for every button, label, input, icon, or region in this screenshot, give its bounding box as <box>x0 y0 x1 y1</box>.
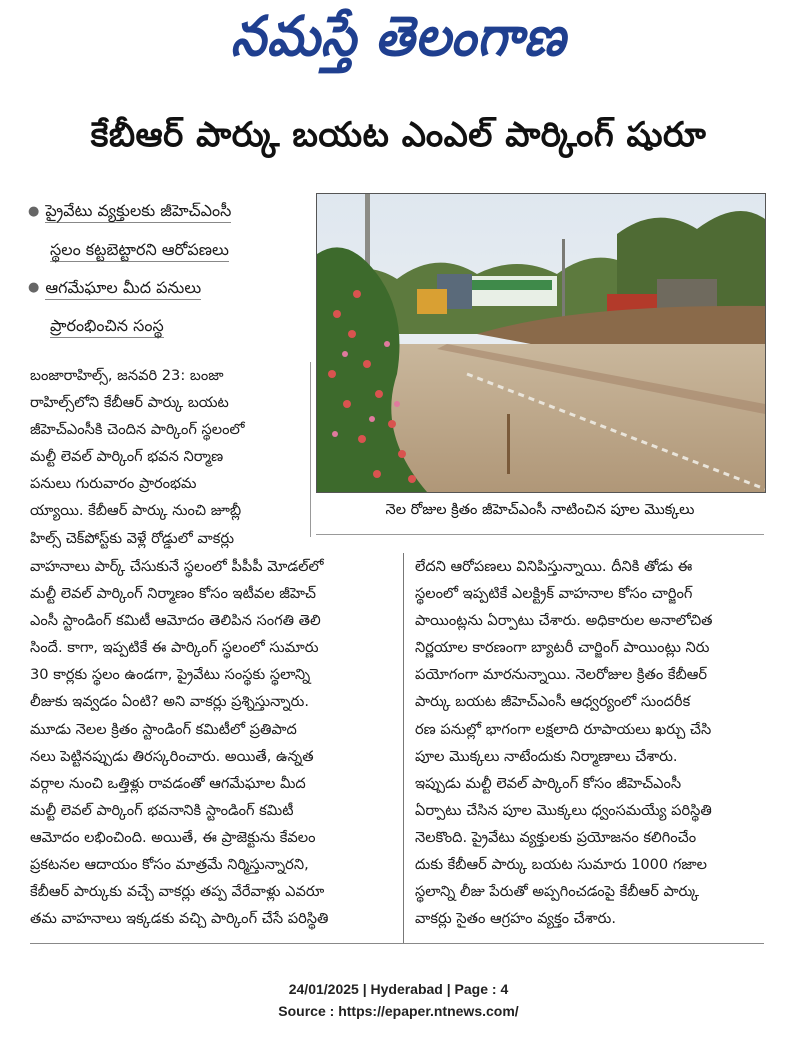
article-column-left <box>30 553 394 932</box>
text-line: దుకు కేబీఆర్ పార్కు బయట సుమారు 1000 గజాల <box>415 856 707 874</box>
text-line: జీహెచ్ఎంసీకి చెందిన పార్కింగ్ స్థలంలో <box>30 421 245 439</box>
text-line: ప్రకటనల ఆదాయం కోసం మాత్రమే నిర్మిస్తున్నారని, <box>30 856 309 874</box>
park-road-photo <box>317 194 765 492</box>
bullet-item-continued <box>28 231 308 269</box>
text-line: ఇప్పుడు మల్టీ లెవల్ పార్కింగ్ కోసం జీహెచ్ఎంసీ <box>415 774 682 792</box>
text-line: లేదని ఆరోపణలు వినిపిస్తున్నాయి. దీనికి తోడు ఈ <box>415 558 693 575</box>
text-line: కేబీఆర్ పార్కుకు వచ్చే వాకర్లు తప్ప వేరేవాళ్లు ఎవరూ <box>30 883 325 901</box>
text-line: నెలకొంది. ప్రైవేటు వ్యక్తులకు ప్రయోజనం కలిగించేం <box>415 828 697 846</box>
article-headline: కేబీఆర్ పార్కు బయట ఎంఎల్ పార్కింగ్ షురూ <box>90 115 707 155</box>
text-line: వాహనాలు పార్క్ చేసుకునే స్థలంలో పీపీపీ మోడల్‌లో <box>30 558 324 575</box>
text-line: వాకర్లు సైతం ఆగ్రహం వ్యక్తం చేశారు. <box>415 910 616 928</box>
text-line: మల్టీ లెవల్ పార్కింగ్ భవన నిర్మాణ <box>30 448 224 466</box>
article-photo <box>316 193 766 493</box>
text-line: హిల్స్ చెక్‌పోస్ట్‌కు వెళ్లే రోడ్డులో వాకర్లు <box>30 529 235 547</box>
text-line: స్థలంలో ఇప్పటికే ఎలక్ట్రిక్ వాహనాల కోసం చార్జింగ్ <box>415 585 693 603</box>
masthead <box>0 4 797 78</box>
column-divider <box>403 553 404 943</box>
bullet-text: స్థలం కట్టబెట్టారని ఆరోపణలు <box>50 240 229 262</box>
text-line: సిందే. కాగా, ఇప్పటికే ఈ పార్కింగ్ స్థలంలో సుమారు <box>30 639 319 657</box>
text-line: స్థలాన్ని లీజు పేరుతో అప్పగించడంపై కేబీఆర్ పార్కు <box>415 883 700 901</box>
article-column-top-left <box>30 362 306 552</box>
text-line: రణ పనుల్లో భాగంగా లక్షలాది రూపాయలు ఖర్చు చేసి <box>415 720 712 738</box>
bullet-text: ఆగమేఘాల మీద పనులు <box>45 278 201 300</box>
bullet-item-continued <box>28 307 308 345</box>
text-line: నలు పెట్టినప్పుడు తిరస్కరించారు. అయితే, ఉన్నత <box>30 747 314 765</box>
text-line: బంజారాహిల్స్, జనవరి 23: బంజా <box>30 367 224 384</box>
bullet-item <box>28 269 308 308</box>
bullet-dot-icon: ● <box>28 280 40 295</box>
text-line: నిర్ణయాల కారణంగా బ్యాటరీ చార్జింగ్ పాయింట్లు నిరు <box>415 639 710 657</box>
edition-info: 24/01/2025 | Hyderabad | Page : 4 <box>288 981 509 997</box>
newspaper-title: నమస్తే తెలంగాణ <box>230 4 567 69</box>
text-line: మల్టీ లెవల్ పార్కింగ్ నిర్మాణం కోసం ఇటీవల జీహెచ్ <box>30 585 317 603</box>
article-column-right <box>415 553 765 932</box>
text-line: 30 కార్లకు స్థలం ఉండగా, ప్రైవేటు సంస్థకు స్థలాన్ని <box>30 666 311 684</box>
text-line: తమ వాహనాలు ఇక్కడకు వచ్చి పార్కింగ్ చేసే పరిస్థితి <box>30 910 329 928</box>
text-line: ఎంసీ స్టాండింగ్ కమిటీ ఆమోదం తెలిపిన సంగతి తెలి <box>30 612 321 630</box>
text-line: వర్గాల నుంచి ఒత్తిళ్లు రావడంతో ఆగమేఘాల మీద <box>30 774 306 792</box>
bottom-rule <box>30 943 764 944</box>
text-line: రాహిల్స్‌లోని కేబీఆర్ పార్కు బయట <box>30 394 229 412</box>
text-line: మూడు నెలల క్రితం స్టాండింగ్ కమిటీలో ప్రతిపాద <box>30 720 297 738</box>
text-line: పూల మొక్కలు నాటేందుకు నిర్మాణాలు చేశారు. <box>415 747 678 765</box>
bullet-item <box>28 192 308 231</box>
text-line: పాయింట్లను ఏర్పాటు చేశారు. అధికారుల అనాలోచిత <box>415 612 713 630</box>
page-footer <box>0 978 797 1022</box>
text-line: ఆమోదం లభించింది. అయితే, ఈ ప్రాజెక్టును కేవలం <box>30 828 316 846</box>
text-line: పనులు గురువారం ప్రారంభమ <box>30 475 197 493</box>
text-line: మల్టీ లెవల్ పార్కింగ్ భవనానికి స్టాండింగ్ కమిటీ <box>30 801 294 819</box>
text-line: లీజుకు ఇవ్వడం ఏంటి? అని వాకర్లు ప్రశ్నిస్తున్నారు. <box>30 693 309 711</box>
highlight-bullets <box>28 192 308 345</box>
bullet-text: ప్రారంభించిన సంస్థ <box>50 316 164 338</box>
source-link[interactable]: Source : https://epaper.ntnews.com/ <box>278 1003 519 1019</box>
bullet-text: ప్రైవేటు వ్యక్తులకు జీహెచ్ఎంసీ <box>45 201 231 223</box>
text-line: పయోగంగా మారనున్నాయి. నెలరోజుల క్రితం కేబీఆర్ <box>415 666 708 684</box>
text-line: ఏర్పాటు చేసిన పూల మొక్కలు ధ్వంసమయ్యే పరిస్థితి <box>415 801 712 819</box>
text-line: య్యాయి. కేబీఆర్ పార్కు నుంచి జూబ్లీ <box>30 502 242 520</box>
column-divider <box>310 362 311 537</box>
photo-caption: నెల రోజుల క్రితం జీహెచ్ఎంసీ నాటించిన పూల మొక్కలు <box>385 502 695 518</box>
bullet-dot-icon: ● <box>28 203 40 219</box>
text-line: పార్కు బయట జీహెచ్ఎంసీ ఆధ్వర్యంలో సుందరీక <box>415 693 691 711</box>
